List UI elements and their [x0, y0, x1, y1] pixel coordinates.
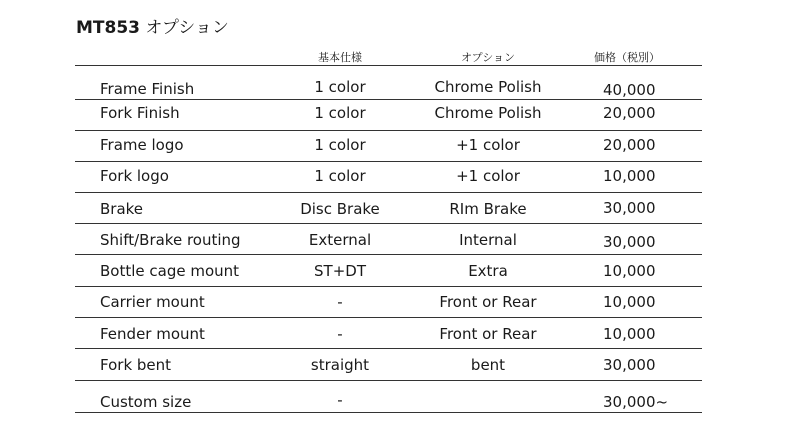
row-price-value: 30,000 — [603, 356, 656, 374]
row-option-value: Front or Rear — [439, 325, 537, 343]
row-standard-value: - — [337, 391, 343, 409]
row-price-value: 10,000 — [603, 293, 656, 311]
row-item-label: Frame logo — [100, 136, 184, 154]
header-price: 価格（税別） — [594, 51, 660, 64]
header-standard-spec: 基本仕様 — [318, 51, 362, 64]
table-row — [75, 348, 702, 374]
row-price-value: 30,000 — [603, 199, 656, 217]
row-item-label: Shift/Brake routing — [100, 231, 241, 249]
row-price-value: 10,000 — [603, 325, 656, 343]
table-row — [75, 130, 702, 154]
row-price-value: 40,000 — [603, 81, 656, 99]
row-price-value: 10,000 — [603, 262, 656, 280]
row-standard-value: External — [308, 231, 372, 249]
table-bottom-rule — [75, 412, 702, 413]
table-row — [75, 223, 702, 251]
row-option-value: Chrome Polish — [434, 78, 542, 96]
row-price-value: 20,000 — [603, 104, 656, 122]
table-row — [75, 286, 702, 311]
row-standard-value: 1 color — [314, 104, 366, 122]
row-price-value: 10,000 — [603, 167, 656, 185]
row-item-label: Fender mount — [100, 325, 205, 343]
row-standard-value: - — [337, 325, 343, 343]
table-row — [75, 65, 702, 99]
row-price-value: 30,000~ — [603, 393, 669, 411]
row-item-label: Fork bent — [100, 356, 172, 374]
row-standard-value: straight — [310, 356, 370, 374]
row-price-value: 30,000 — [603, 233, 656, 251]
row-item-label: Frame Finish — [100, 80, 195, 98]
row-item-label: Custom size — [100, 393, 192, 411]
row-item-label: Fork Finish — [100, 104, 180, 122]
title-suffix: オプション — [140, 18, 229, 38]
model-name: MT853 — [76, 18, 140, 38]
row-option-value: Extra — [468, 262, 508, 280]
header-option: オプション — [460, 51, 516, 64]
row-price-value: 20,000 — [603, 136, 656, 154]
row-standard-value: - — [337, 293, 343, 311]
row-option-value: Internal — [459, 231, 517, 249]
row-option-value: +1 color — [456, 136, 520, 154]
row-standard-value: 1 color — [314, 78, 366, 96]
row-standard-value: ST+DT — [314, 262, 366, 280]
row-standard-value: 1 color — [314, 167, 366, 185]
row-option-value: Chrome Polish — [434, 104, 542, 122]
table-row — [75, 317, 702, 343]
row-option-value: bent — [470, 356, 506, 374]
table-row — [75, 99, 702, 122]
table-row — [75, 192, 702, 218]
row-item-label: Fork logo — [100, 167, 169, 185]
row-option-value: RIm Brake — [449, 200, 527, 218]
row-option-value: Front or Rear — [439, 293, 537, 311]
table-row — [75, 380, 702, 411]
row-standard-value: Disc Brake — [300, 200, 380, 218]
row-standard-value: 1 color — [314, 136, 366, 154]
row-item-label: Carrier mount — [100, 293, 205, 311]
table-row — [75, 254, 702, 280]
table-row — [75, 161, 702, 185]
row-option-value: +1 color — [456, 167, 520, 185]
row-item-label: Brake — [100, 200, 144, 218]
row-item-label: Bottle cage mount — [100, 262, 240, 280]
